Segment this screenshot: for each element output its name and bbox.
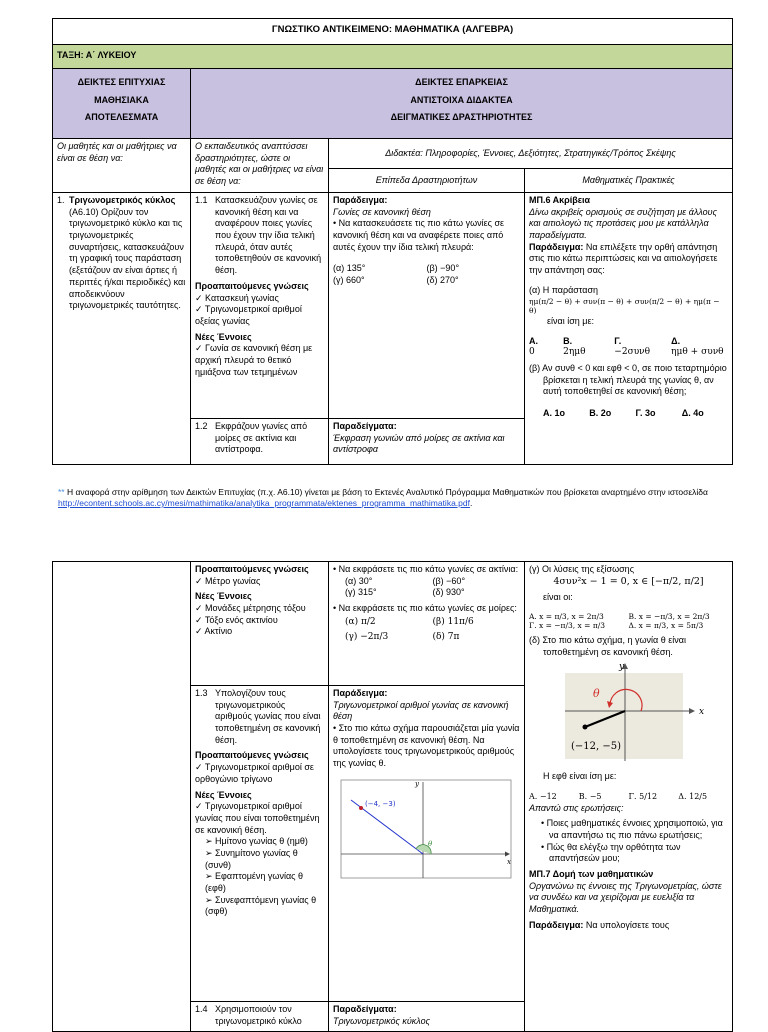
answer-question: Απαντώ στις ερωτήσεις: — [529, 802, 624, 813]
mp6-text: Δίνω ακριβείς ορισμούς σε συζήτηση με άλλους και αιτιολογώ τις προτάσεις μου με κατάλληλα παραδείγματα. — [529, 206, 717, 241]
class-row: ΤΑΞΗ: Α΄ ΛΥΚΕΙΟΥ — [53, 45, 733, 69]
choice-value: −2συνθ — [614, 347, 651, 358]
example-text: • Να κατασκευάσετε τις πιο κάτω γωνίες σε κανονική θέση και να αναφέρετε ποιες από αυτές έχουν την ίδια τελική πλευρά: — [333, 218, 520, 253]
prereq-item: ✓ Τριγωνομετρικοί αριθμοί οξείας γωνίας — [195, 304, 324, 327]
new-concept-item: ✓ Γωνία σε κανονική θέση με αρχική πλευρά το θετικό ημιάξονα των τετμημένων — [195, 343, 324, 378]
mp6-example-label: Παράδειγμα: — [529, 241, 584, 252]
point-marker — [359, 806, 363, 810]
x-axis-label: x — [507, 857, 511, 866]
option: (δ) 930° — [432, 587, 465, 598]
choice: Α. 1ο — [543, 408, 566, 419]
option-row — [333, 263, 520, 275]
mp7-example: Να υπολογίσετε τους — [585, 919, 670, 930]
subject-title: ΓΝΩΣΤΙΚΟ ΑΝΤΙΚΕΙΜΕΝΟ: ΜΑΘΗΜΑΤΙΚΑ (ΑΛΓΕΒΡΑ) — [53, 19, 733, 45]
prereq-item: ✓ Μέτρο γωνίας — [195, 576, 324, 588]
choice-head: Γ. — [614, 335, 622, 346]
activity-levels-header: Επίπεδα Δραστηριοτήτων — [329, 169, 525, 193]
mp6-a-equal: είναι ίση με: — [547, 316, 594, 326]
choice: Δ. x = π/3, x = 5π/3 — [628, 621, 704, 631]
math-practices-header: Μαθηματικές Πρακτικές — [525, 169, 733, 193]
example-subtitle: Τριγωνομετρικοί αριθμοί γωνίας σε κανονική θέση — [333, 699, 509, 722]
indicator-text: Χρησιμοποιούν τον τριγωνομετρικό κύκλο — [215, 1004, 302, 1026]
example-4-cell — [329, 1002, 525, 1032]
y-axis-label: y — [619, 661, 625, 672]
figure-angle-theta — [529, 661, 729, 765]
choice-value: 2ημθ — [563, 347, 586, 358]
theta-label: θ — [428, 839, 433, 848]
prereq-title: Προαπαιτούμενες γνώσεις — [195, 750, 309, 761]
goal-text — [69, 195, 186, 312]
mp-d-text: (δ) Στο πιο κάτω σχήμα, η γωνία θ είναι τοποθετημένη σε κανονική θέση. — [529, 635, 686, 657]
adequacy-indicators-header — [191, 69, 733, 139]
answer-bullet: • Ποιες μαθηματικές έννοιες χρησιμοποιώ, για να απαντήσω τις πιο πάνω ερωτήσεις; — [529, 818, 728, 841]
example-title: Παραδείγματα: — [333, 421, 397, 431]
option: (γ) 660° — [333, 275, 365, 286]
indicator-1-2-cell — [191, 419, 329, 465]
header-line: ΑΝΤΙΣΤΟΙΧΑ ΔΙΔΑΚΤΕΑ — [410, 94, 513, 105]
theta-label: θ — [593, 686, 600, 700]
mp7-text: Οργανώνω τις έννοιες της Τριγωνομετρίας, ώστε να συνδέω και να χειρίζομαι με ευελιξία τα Μαθηματικά. — [529, 880, 722, 915]
indicator-text: Κατασκευάζουν γωνίες σε κανονική θέση και να αναφέρουν ποιες γωνίες που έχουν την ίδια τελική πλευρά, όταν αυτές τοποθετηθούν σε κανονική θέση. — [215, 195, 322, 276]
footnote-asterisks: ** — [58, 487, 65, 497]
new-concept-item: ✓ Μονάδες μέτρησης τόξου — [195, 603, 324, 615]
choice: Γ. 3ο — [635, 408, 656, 419]
header-line: ΜΑΘΗΣΙΑΚΑ — [94, 94, 149, 105]
option: (γ) −2π/3 — [345, 632, 389, 643]
radians-example-cell — [329, 562, 525, 686]
example-subtitle: Έκφραση γωνιών από μοίρες σε ακτίνια και αντίστροφα — [333, 432, 505, 455]
teacher-develops-cell: Ο εκπαιδευτικός αναπτύσσει δραστηριότητες, ώστε οι μαθητές και οι μαθήτριες να είναι σε θέση να: — [191, 139, 329, 193]
footnote — [58, 487, 748, 509]
radians-knowledge-cell — [191, 562, 329, 686]
y-axis-label: y — [415, 779, 419, 788]
didaktea-cell: Διδακτέα: Πληροφορίες, Έννοιες, Δεξιότητες, Στρατηγικές/Τρόπος Σκέψης — [329, 139, 733, 169]
example-subtitle: Γωνίες σε κανονική θέση — [333, 206, 431, 217]
example-text: • Να εκφράσετε τις πιο κάτω γωνίες σε ακτίνια: — [333, 564, 520, 576]
choice: Γ. x = −π/3, x = π/3 — [529, 621, 606, 631]
option: (δ) 270° — [426, 275, 459, 286]
x-axis-arrow — [689, 708, 695, 714]
mp-g-equation: 4συν²x − 1 = 0, x ∈ [−π/2, π/2] — [553, 575, 704, 587]
mp-d-options — [529, 792, 728, 802]
goal-number: 1. — [57, 195, 65, 205]
new-concepts-title: Νέες Έννοιες — [195, 331, 252, 342]
indicator-number: 1.1 — [195, 195, 208, 205]
point-label: (−12, −5) — [571, 740, 622, 752]
prereq-title: Προαπαιτούμενες γνώσεις — [195, 564, 309, 574]
option-row — [333, 587, 520, 599]
choice: Δ. 4ο — [681, 408, 704, 419]
indicator-number: 1.3 — [195, 688, 208, 698]
mp6-title: ΜΠ.6 Ακρίβεια — [529, 195, 591, 205]
mp-g-are: είναι οι: — [543, 592, 573, 603]
indicator-1-1-cell — [191, 193, 329, 419]
choice-head: Δ. — [671, 335, 681, 346]
header-line: ΔΕΙΚΤΕΣ ΕΠΑΡΚΕΙΑΣ — [415, 77, 508, 87]
mp6-b-options — [529, 408, 728, 420]
answer-bullet: • Πώς θα ελέγξω την ορθότητα των απαντήσεών μου; — [529, 842, 728, 865]
choice-head: Α. — [529, 335, 538, 346]
choice-head: Β. — [563, 335, 573, 346]
choice: Β. 2ο — [589, 408, 612, 419]
mp6-example: Να επιλέξετε την ορθή απάντηση στις πιο κάτω περιπτώσεις και να αιτιολογήσετε την απάντηση σας: — [529, 241, 718, 276]
point-marker — [583, 724, 588, 729]
mp-g-options — [529, 612, 728, 622]
x-axis-label: x — [699, 706, 705, 717]
choice: Β. x = −π/3, x = 2π/3 — [628, 611, 710, 621]
figure-angle-theta-2 — [339, 778, 519, 882]
example-title: Παράδειγμα: — [333, 688, 388, 698]
option-row — [333, 275, 520, 287]
students-able-cell: Οι μαθητές και οι μαθήτριες να είναι σε θέση να: — [53, 139, 191, 193]
footnote-link[interactable]: http://econtent.schools.ac.cy/mesi/mathimatika/analytika_programmata/ektenes_programma_mathimatika.pdf — [58, 498, 470, 509]
goal-description: (Α6.10) Ορίζουν τον τριγωνομετρικό κύκλο και τις τριγωνομετρικές συναρτήσεις, κατασκευάζουν τη γραφική τους παράσταση (εξετάζουν αν είναι άρτιες ή περιττές ή/και περιοδικές) και αποδεικνύουν τριγωνομετρικές ταυτότητες. — [69, 206, 186, 311]
empty-goal-cell — [53, 562, 191, 1032]
header-line: ΑΠΟΤΕΛΕΣΜΑΤΑ — [84, 112, 159, 123]
new-concept-item: ✓ Τόξο ενός ακτινίου — [195, 615, 324, 627]
option: (β) 11π/6 — [432, 616, 474, 627]
choice: Γ. 5/12 — [628, 792, 658, 802]
option-row — [333, 617, 520, 629]
option: (γ) 315° — [345, 587, 377, 598]
indicator-1-3-cell — [191, 686, 329, 1002]
sub-concept-item: ➢ Εφαπτομένη γωνίας θ (εφθ) — [195, 871, 324, 894]
new-concepts-title: Νέες Έννοιες — [195, 789, 252, 800]
mp-g-options — [529, 621, 728, 631]
choice-value: 0 — [529, 347, 535, 358]
header-line: ΔΕΙΓΜΑΤΙΚΕΣ ΔΡΑΣΤΗΡΙΟΤΗΤΕΣ — [390, 112, 533, 123]
indicator-text: Υπολογίζουν τους τριγωνομετρικούς αριθμούς γωνίας που είναι τοποθετημένη σε κανονική θέση. — [215, 688, 321, 745]
header-line: ΔΕΙΚΤΕΣ ΕΠΙΤΥΧΙΑΣ — [77, 77, 166, 87]
new-concept-item: ✓ Τριγωνομετρικοί αριθμοί γωνίας που είναι τοποθετημένη σε κανονική θέση. — [195, 801, 324, 836]
mp-g-label: (γ) Οι λύσεις της εξίσωσης — [529, 564, 635, 574]
indicator-1-4-cell — [191, 1002, 329, 1032]
mp6-b-text: (β) Αν συνθ < 0 και εφθ < 0, σε ποιο τεταρτημόριο βρίσκεται η τελική πλευρά της γωνίας θ, αν αυτή τοποθετηθεί σε κανονική θέση; — [529, 363, 727, 397]
example-title: Παράδειγμα: — [333, 195, 388, 205]
option: (α) 135° — [333, 263, 366, 274]
sub-concept-item: ➢ Συνημίτονο γωνίας θ (συνθ) — [195, 848, 324, 871]
choice: Α. −12 — [529, 792, 557, 802]
option: (β) −60° — [432, 575, 466, 586]
option: (β) −90° — [426, 263, 460, 274]
new-concepts-title: Νέες Έννοιες — [195, 591, 252, 602]
prereq-item: ✓ Κατασκευή γωνίας — [195, 293, 324, 305]
goal-title: Τριγωνομετρικός κύκλος — [69, 195, 176, 205]
option: (α) π/2 — [345, 616, 376, 627]
example-2-cell — [329, 419, 525, 465]
mp6-a-heads — [529, 336, 728, 348]
option-row — [333, 632, 520, 644]
mp-continued-cell — [525, 562, 733, 1032]
point-label: (−4, −3) — [365, 799, 396, 808]
option: (δ) 7π — [432, 632, 460, 643]
figure-frame — [341, 780, 511, 878]
sub-concept-item: ➢ Συνεφαπτόμενη γωνίας θ (σφθ) — [195, 895, 324, 918]
indicator-number: 1.4 — [195, 1004, 208, 1014]
mp-d-question: Η εφθ είναι ίση με: — [543, 770, 617, 781]
footnote-end: . — [469, 498, 473, 509]
example-subtitle: Τριγωνομετρικός κύκλος — [333, 1015, 430, 1026]
choice: Δ. 12/5 — [678, 792, 708, 802]
mp6-a-label: (α) Η παράσταση — [529, 284, 599, 295]
curriculum-table-1 — [52, 18, 733, 465]
example-text: • Να εκφράσετε τις πιο κάτω γωνίες σε μοίρες: — [333, 603, 520, 615]
example-text: • Στο πιο κάτω σχήμα παρουσιάζεται μία γωνία θ τοποθετημένη σε κανονική θέση. Να υπολογίσετε τους τριγωνομετρικούς αριθμούς της γωνίας θ. — [333, 723, 520, 770]
choice: Β. −5 — [578, 792, 602, 802]
sub-concept-item: ➢ Ημίτονο γωνίας θ (ημθ) — [195, 836, 324, 848]
mp6-a-values — [529, 347, 728, 359]
indicator-number: 1.2 — [195, 421, 208, 431]
footnote-text: Η αναφορά στην αρίθμηση των Δεικτών Επιτυχίας (π.χ. Α6.10) γίνεται με βάση το Εκτενές Αναλυτικό Πρόγραμμα Μαθηματικών που βρίσκεται αναρτημένο στην ιστοσελίδα — [67, 487, 708, 497]
success-indicators-header — [53, 69, 191, 139]
mp6-a-expression: ημ(π/2 − θ) + συν(π − θ) + συν(π/2 − θ) + ημ(π − θ) — [529, 296, 720, 316]
mp7-title: ΜΠ.7 Δομή των μαθηματικών — [529, 869, 654, 880]
mp6-cell — [525, 193, 733, 465]
indicator-text: Εκφράζουν γωνίες από μοίρες σε ακτίνια και αντίστροφα. — [215, 421, 308, 455]
curriculum-table-2 — [52, 561, 733, 1032]
example-1-cell — [329, 193, 525, 419]
mp7-example-label: Παράδειγμα: — [529, 919, 584, 930]
new-concept-item: ✓ Ακτίνιο — [195, 626, 324, 638]
option-row — [333, 576, 520, 588]
prereq-item: ✓ Τριγωνομετρικοί αριθμοί σε ορθογώνιο τρίγωνο — [195, 762, 324, 785]
example-title: Παραδείγματα: — [333, 1004, 397, 1014]
option: (α) 30° — [345, 575, 373, 586]
success-goal-cell — [53, 193, 191, 465]
prereq-title: Προαπαιτούμενες γνώσεις — [195, 280, 309, 291]
example-3-cell — [329, 686, 525, 1002]
choice: Α. x = π/3, x = 2π/3 — [529, 611, 604, 621]
choice-value: ημθ + συνθ — [671, 347, 724, 358]
